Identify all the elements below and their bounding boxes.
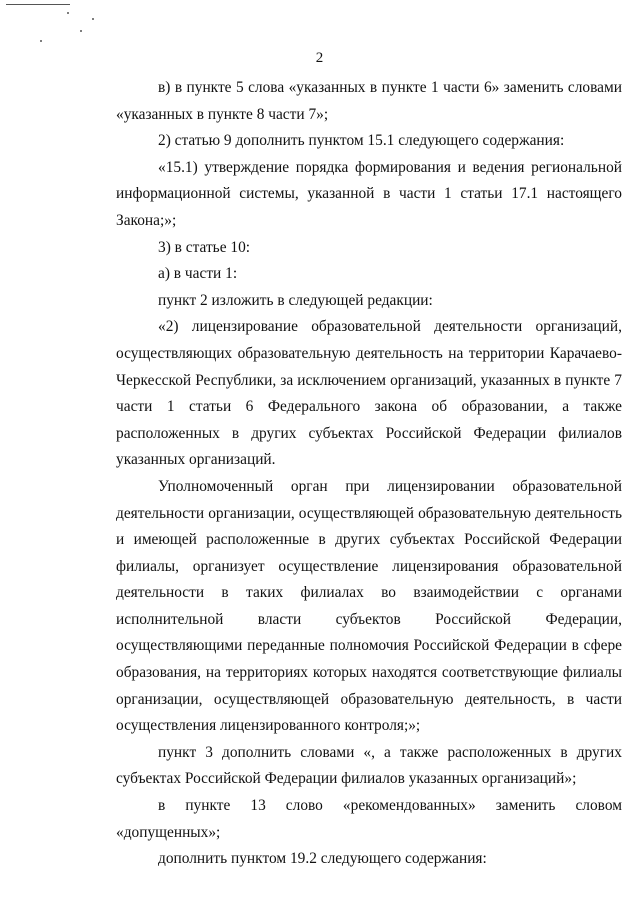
paragraph: [116, 793, 622, 846]
text-line: субъектах Российской Федерации филиалов указанных организаций»;: [116, 770, 577, 788]
paragraph: [116, 288, 622, 315]
text-line: информационной системы, указанной в части 1 статьи 17.1 настоящего: [116, 185, 622, 203]
text-line: деятельности в таких филиалах во взаимодействии с органами: [116, 584, 622, 602]
text-line: расположенных в других субъектах Российской Федерации филиалов: [116, 424, 622, 442]
text-line: Закона;»;: [116, 211, 177, 229]
text-line: «указанных в пункте 8 части 7»;: [116, 105, 329, 123]
text-line: пункт 3 дополнить словами «, а также расположенных в других: [158, 743, 622, 761]
paragraph: [116, 235, 622, 262]
text-line: исполнительной власти субъектов Российской Федерации,: [116, 610, 622, 628]
paragraph: [116, 75, 622, 128]
paragraph: [116, 128, 622, 155]
text-line: Уполномоченный орган при лицензировании образовательной: [158, 477, 622, 495]
paragraph: [116, 740, 622, 793]
text-line: 3) в статье 10:: [158, 238, 251, 256]
paragraph: [116, 261, 622, 288]
scan-artifact-dot: [92, 18, 94, 20]
text-line: организации, осуществляющей образовательную деятельность, в части: [116, 690, 622, 708]
text-line: указанных организаций.: [116, 451, 276, 469]
text-line: осуществления лицензированного контроля;»;: [116, 717, 421, 735]
scan-artifact-dot: [80, 30, 82, 32]
text-line: «допущенных»;: [116, 823, 221, 841]
text-line: дополнить пунктом 19.2 следующего содержания:: [158, 850, 487, 868]
paragraph: [116, 474, 622, 740]
page-number: 2: [315, 50, 324, 66]
text-line: филиалы, организует осуществление лицензирования образовательной: [116, 557, 622, 575]
text-line: 2) статью 9 дополнить пунктом 15.1 следующего содержания:: [158, 132, 565, 150]
document-body: [116, 75, 622, 873]
paragraph: [116, 155, 622, 235]
text-line: Черкесской Республики, за исключением организаций, указанных в пункте 7: [116, 371, 622, 389]
scan-artifact-dot: [67, 12, 69, 14]
text-line: в) в пункте 5 слова «указанных в пункте 1 части 6» заменить словами: [158, 79, 622, 96]
text-line: осуществляющих образовательную деятельность на территории Карачаево-: [116, 344, 622, 362]
text-line: «15.1) утверждение порядка формирования и ведения региональной: [158, 158, 622, 176]
scan-artifact-dot: [40, 40, 42, 42]
paragraph: [116, 314, 622, 474]
text-line: части 1 статьи 6 Федерального закона об образовании, а также: [116, 398, 622, 416]
text-line: деятельности организации, осуществляющей образовательную деятельность: [116, 504, 622, 522]
text-line: а) в части 1:: [158, 265, 238, 283]
text-line: пункт 2 изложить в следующей редакции:: [158, 291, 433, 309]
text-line: и имеющей расположенные в других субъектах Российской Федерации: [116, 531, 622, 549]
paragraph: [116, 846, 622, 873]
text-line: «2) лицензирование образовательной деятельности организаций,: [158, 318, 622, 336]
text-line: образования, на территориях которых находятся соответствующие филиалы: [116, 664, 622, 682]
scan-artifact-line: [6, 4, 70, 5]
text-line: в пункте 13 слово «рекомендованных» заменить словом: [158, 797, 622, 815]
text-line: осуществляющими переданные полномочия Российской Федерации в сфере: [116, 637, 622, 655]
